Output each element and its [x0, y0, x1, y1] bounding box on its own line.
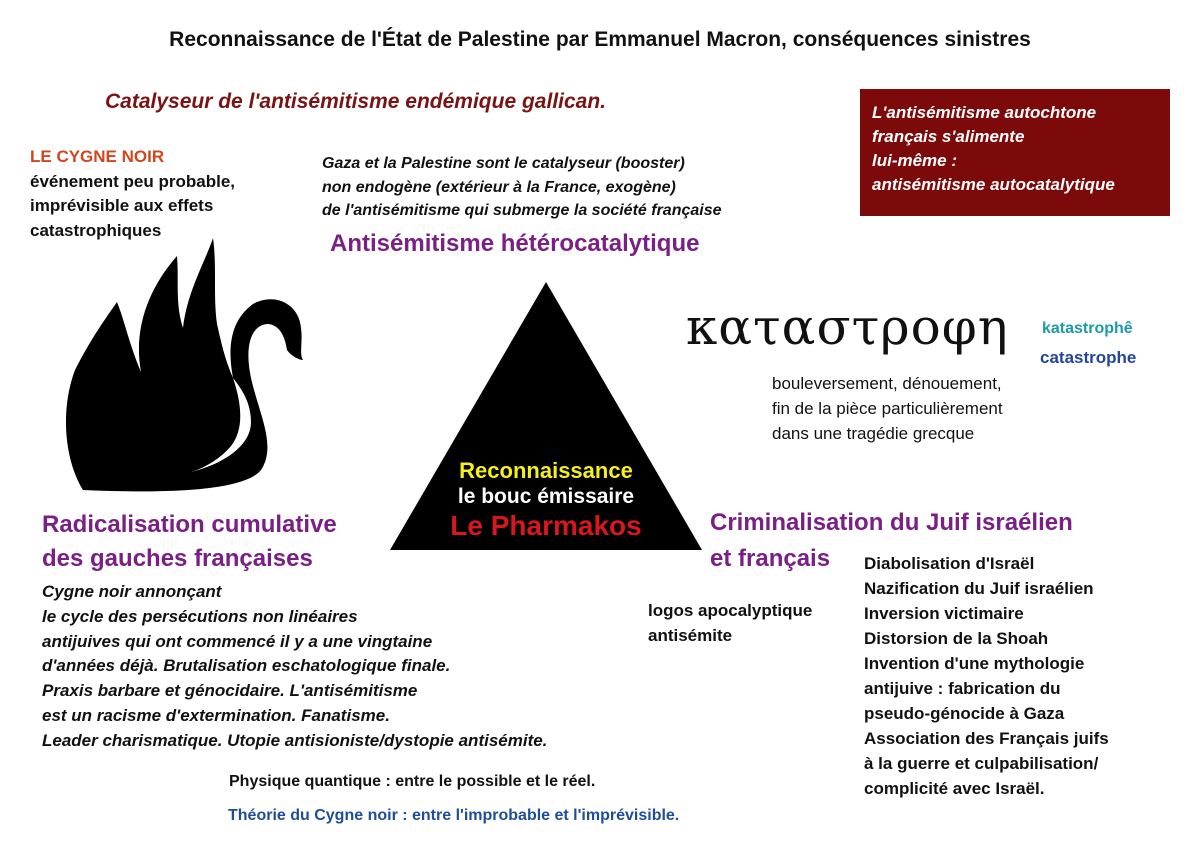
black-swan-line: événement peu probable,	[30, 171, 235, 191]
radicalisation-line: Radicalisation cumulative	[42, 511, 337, 538]
gaza-line: de l'antisémitisme qui submerge la société française	[322, 202, 722, 219]
list-item: Nazification du Juif israélien	[864, 579, 1094, 598]
paragraph-line: est un racisme d'extermination. Fanatisme.	[42, 705, 390, 725]
radicalisation-line: des gauches françaises	[42, 545, 313, 572]
paragraph-line: antijuives qui ont commencé il y a une vingtaine	[42, 631, 433, 651]
black-swan-definition	[30, 145, 235, 243]
autocatalytic-line: L'antisémitisme autochtone	[872, 103, 1097, 122]
paragraph-line: le cycle des persécutions non linéaires	[42, 606, 358, 626]
black-swan-line: catastrophiques	[30, 220, 162, 240]
autocatalytic-line: français s'alimente	[872, 127, 1025, 146]
paragraph-line: Leader charismatique. Utopie antisioniste/dystopie antisémite.	[42, 730, 548, 750]
list-item: à la guerre et culpabilisation/	[864, 754, 1099, 773]
definition-line: bouleversement, dénouement,	[772, 374, 1002, 393]
definition-line: dans une tragédie grecque	[772, 424, 975, 443]
list-item: Inversion victimaire	[864, 604, 1024, 623]
list-item: pseudo-génocide à Gaza	[864, 704, 1065, 723]
heterocatalytic-heading: Antisémitisme hétérocatalytique	[330, 230, 700, 257]
logos-text	[648, 598, 812, 648]
definition-line: fin de la pièce particulièrement	[772, 399, 1003, 418]
autocatalytic-box	[860, 89, 1170, 216]
black-swan-theory-line: Théorie du Cygne noir : entre l'improbable et l'imprévisible.	[228, 807, 680, 824]
list-item: Distorsion de la Shoah	[864, 629, 1049, 648]
catalyst-heading: Catalyseur de l'antisémitisme endémique gallican.	[105, 90, 607, 113]
paragraph-line: Cygne noir annonçant	[42, 582, 222, 601]
list-item: Invention d'une mythologie	[864, 654, 1085, 673]
greek-word: καταστροφη	[686, 298, 1009, 356]
diabolisation-list	[864, 551, 1109, 801]
criminalisation-line: et français	[710, 545, 831, 572]
black-swan-icon	[55, 232, 310, 494]
radicalisation-heading	[42, 508, 337, 576]
catastrophe-definition	[772, 371, 1003, 446]
list-item: Diabolisation d'Israël	[864, 554, 1035, 573]
list-item: Association des Français juifs	[864, 729, 1109, 748]
list-item: complicité avec Israël.	[864, 779, 1045, 798]
triangle-scapegoat: le bouc émissaire	[457, 485, 635, 508]
black-swan-paragraph	[42, 580, 547, 754]
logos-line: logos apocalyptique	[648, 601, 813, 620]
gaza-line: non endogène (extérieur à la France, exogène)	[322, 178, 676, 196]
transliteration: katastrophê	[1042, 320, 1133, 337]
criminalisation-line: Criminalisation du Juif israélien	[710, 509, 1073, 536]
black-swan-line: imprévisible aux effets	[30, 196, 214, 215]
logos-line: antisémite	[648, 626, 733, 645]
list-item: antijuive : fabrication du	[864, 679, 1061, 698]
gaza-catalyst-text	[322, 152, 722, 223]
black-swan-title: LE CYGNE NOIR	[30, 147, 165, 166]
gaza-line: Gaza et la Palestine sont le catalyseur (booster)	[322, 155, 685, 172]
page-title: Reconnaissance de l'État de Palestine par Emmanuel Macron, conséquences sinistres	[169, 28, 1031, 51]
autocatalytic-line: lui-même :	[872, 151, 958, 170]
quantum-line: Physique quantique : entre le possible et le réel.	[229, 773, 596, 790]
paragraph-line: Praxis barbare et génocidaire. L'antisémitisme	[42, 681, 418, 701]
triangle-labels	[390, 458, 702, 542]
translation: catastrophe	[1040, 348, 1137, 367]
paragraph-line: d'années déjà. Brutalisation eschatologique finale.	[42, 656, 451, 676]
triangle-pharmakos: Le Pharmakos	[450, 510, 642, 541]
triangle-recognition: Reconnaissance	[459, 458, 633, 483]
autocatalytic-line: antisémitisme autocatalytique	[872, 175, 1115, 194]
